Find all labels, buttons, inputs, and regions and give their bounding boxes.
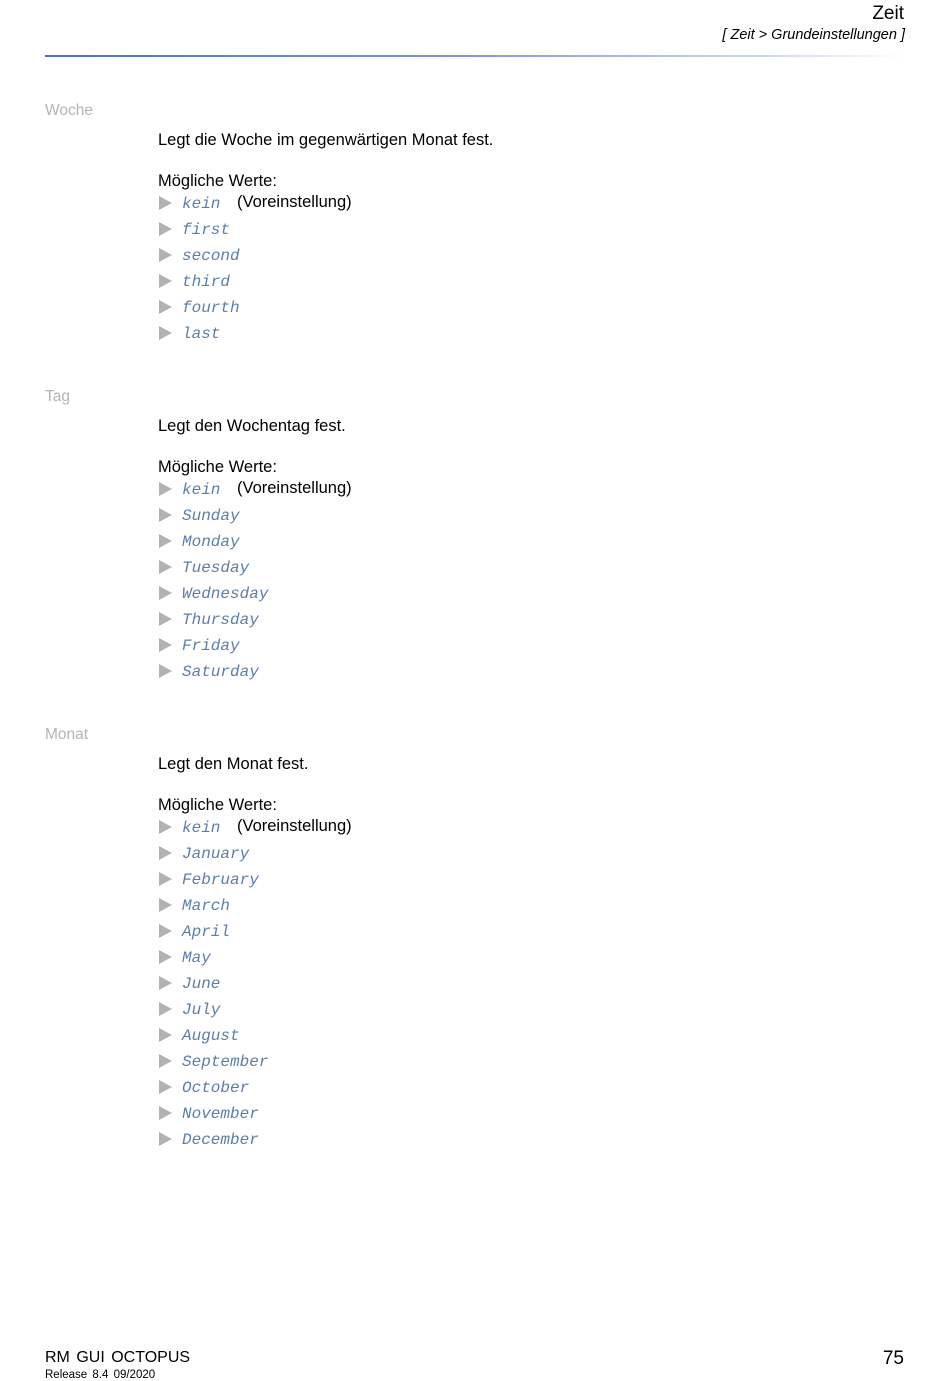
triangle-right-icon	[159, 898, 172, 912]
section-label: Woche	[45, 102, 93, 119]
triangle-right-icon	[159, 248, 172, 262]
value-text: August	[182, 1027, 240, 1045]
triangle-right-icon	[159, 820, 172, 834]
release-info: Release 8.4 09/2020	[45, 1369, 156, 1381]
value-text: April	[182, 923, 231, 941]
value-text: fourth	[182, 299, 240, 317]
product-name: RM GUI OCTOPUS	[45, 1349, 191, 1366]
value-text: February	[182, 871, 259, 889]
triangle-right-icon	[159, 508, 172, 522]
triangle-right-icon	[159, 924, 172, 938]
value-text: January	[182, 845, 250, 863]
triangle-right-icon	[159, 612, 172, 626]
value-text: Saturday	[182, 663, 259, 681]
triangle-right-icon	[159, 300, 172, 314]
value-text: Tuesday	[182, 559, 250, 577]
chapter-title: Zeit	[872, 3, 904, 24]
triangle-right-icon	[159, 950, 172, 964]
breadcrumb: [ Zeit > Grundeinstellungen ]	[722, 27, 905, 43]
triangle-right-icon	[159, 196, 172, 210]
triangle-right-icon	[159, 664, 172, 678]
triangle-right-icon	[159, 222, 172, 236]
triangle-right-icon	[159, 274, 172, 288]
triangle-right-icon	[159, 1132, 172, 1146]
value-text: Monday	[182, 533, 240, 551]
triangle-right-icon	[159, 534, 172, 548]
triangle-right-icon	[159, 1054, 172, 1068]
triangle-right-icon	[159, 846, 172, 860]
section-label: Tag	[45, 388, 70, 405]
triangle-right-icon	[159, 1106, 172, 1120]
triangle-right-icon	[159, 586, 172, 600]
values-heading: Mögliche Werte:	[158, 458, 277, 476]
value-text: last	[182, 325, 221, 343]
triangle-right-icon	[159, 1080, 172, 1094]
value-text: Friday	[182, 637, 240, 655]
value-text: first	[182, 221, 231, 239]
section-description: Legt die Woche im gegenwärtigen Monat fest.	[158, 131, 494, 149]
header-divider	[45, 55, 906, 57]
value-text: second	[182, 247, 240, 265]
section-label: Monat	[45, 726, 89, 743]
values-heading: Mögliche Werte:	[158, 172, 277, 190]
value-text: November	[182, 1105, 259, 1123]
value-text: kein	[182, 481, 221, 499]
values-heading: Mögliche Werte:	[158, 796, 277, 814]
page-number: 75	[882, 1348, 904, 1369]
triangle-right-icon	[159, 482, 172, 496]
value-text: March	[182, 897, 231, 915]
value-text: Thursday	[182, 611, 259, 629]
default-note: (Voreinstellung)	[237, 193, 352, 211]
section-description: Legt den Monat fest.	[158, 755, 309, 773]
value-text: September	[182, 1053, 269, 1071]
value-text: kein	[182, 195, 221, 213]
section-description: Legt den Wochentag fest.	[158, 417, 346, 435]
value-text: July	[182, 1001, 221, 1019]
value-text: Wednesday	[182, 585, 269, 603]
triangle-right-icon	[159, 638, 172, 652]
triangle-right-icon	[159, 976, 172, 990]
triangle-right-icon	[159, 1002, 172, 1016]
value-text: Sunday	[182, 507, 240, 525]
triangle-right-icon	[159, 872, 172, 886]
default-note: (Voreinstellung)	[237, 479, 352, 497]
triangle-right-icon	[159, 560, 172, 574]
value-text: third	[182, 273, 231, 291]
value-text: May	[182, 949, 211, 967]
value-text: June	[182, 975, 221, 993]
default-note: (Voreinstellung)	[237, 817, 352, 835]
triangle-right-icon	[159, 1028, 172, 1042]
triangle-right-icon	[159, 326, 172, 340]
value-text: kein	[182, 819, 221, 837]
value-text: October	[182, 1079, 250, 1097]
value-text: December	[182, 1131, 259, 1149]
